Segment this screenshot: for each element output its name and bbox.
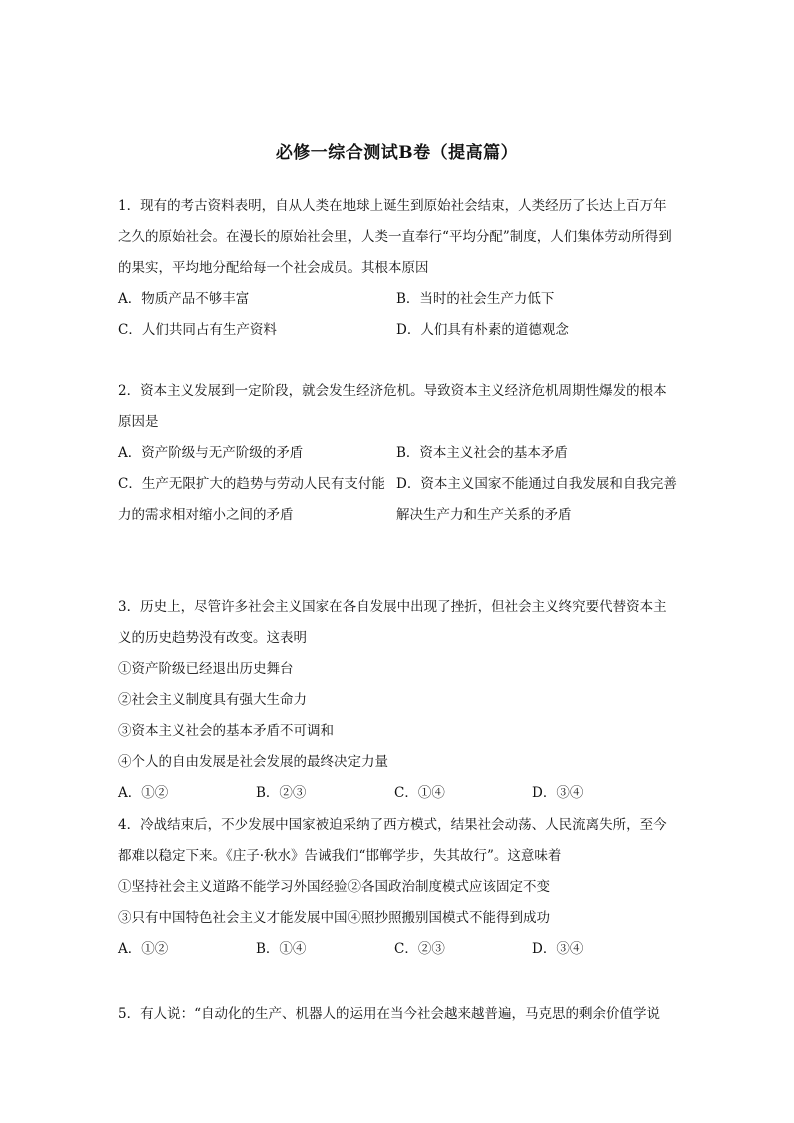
option-d[interactable]: D．③④ [532,785,584,801]
options [118,438,678,531]
option-c[interactable]: C．生产无限扩大的趋势与劳动人民有支付能力的需求相对缩小之间的矛盾 [118,476,385,523]
question-1 [118,191,678,346]
option-c[interactable]: C．②③ [394,941,445,957]
option-d[interactable]: D．③④ [532,941,584,957]
option-b[interactable]: B．①④ [256,941,307,957]
statement: ①坚持社会主义道路不能学习外国经验②各国政治制度模式应该固定不变 [118,879,550,895]
question-stem: 2．资本主义发展到一定阶段，就会发生经济危机。导致资本主义经济危机周期性爆发的根本原因是 [118,383,667,430]
statement: ③只有中国特色社会主义才能发展中国④照抄照搬别国模式不能得到成功 [118,910,550,926]
option-a[interactable]: A．物质产品不够丰富 [118,291,250,307]
statement: ②社会主义制度具有强大生命力 [118,692,307,708]
option-d[interactable]: D．资本主义国家不能通过自我发展和自我完善解决生产力和生产关系的矛盾 [396,476,677,523]
option-b[interactable]: B．②③ [256,785,307,801]
question-stem: 3．历史上，尽管许多社会主义国家在各自发展中出现了挫折，但社会主义终究要代替资本主义的历史趋势没有改变。这表明 [118,599,667,646]
option-a[interactable]: A．资产阶级与无产阶级的矛盾 [118,445,304,461]
question-4 [118,810,678,965]
option-c[interactable]: C．①④ [394,785,445,801]
statement: ④个人的自由发展是社会发展的最终决定力量 [118,754,388,770]
option-b[interactable]: B．资本主义社会的基本矛盾 [396,445,568,461]
statement: ①资产阶级已经退出历史舞台 [118,661,294,677]
options [118,934,678,965]
option-c[interactable]: C．人们共同占有生产资料 [118,322,277,338]
document-title: 必修一综合测试B卷（提高篇） [275,143,519,163]
question-5 [118,999,678,1030]
question-stem: 4．冷战结束后，不少发展中国家被迫采纳了西方模式，结果社会动荡、人民流离失所，至今都难以稳定下来。《庄子·秋水》告诫我们“邯郸学步，失其故行”。这意味着 [118,817,667,864]
question-stem: 1．现有的考古资料表明，自从人类在地球上诞生到原始社会结束，人类经历了长达上百万年之久的原始社会。在漫长的原始社会里，人类一直奉行“平均分配”制度，人们集体劳动所得到的果实，平均地分配给每一个社会成员。其根本原因 [118,198,672,276]
option-b[interactable]: B．当时的社会生产力低下 [396,291,555,307]
options [118,284,678,346]
option-d[interactable]: D．人们具有朴素的道德观念 [396,322,569,338]
question-2 [118,376,678,531]
option-a[interactable]: A．①② [118,941,169,957]
statement: ③资本主义社会的基本矛盾不可调和 [118,723,334,739]
option-a[interactable]: A．①② [118,785,169,801]
question-stem: 5．有人说：“自动化的生产、机器人的运用在当今社会越来越普遍，马克思的剩余价值学说 [118,1006,660,1022]
options [118,778,678,809]
question-3 [118,592,678,809]
